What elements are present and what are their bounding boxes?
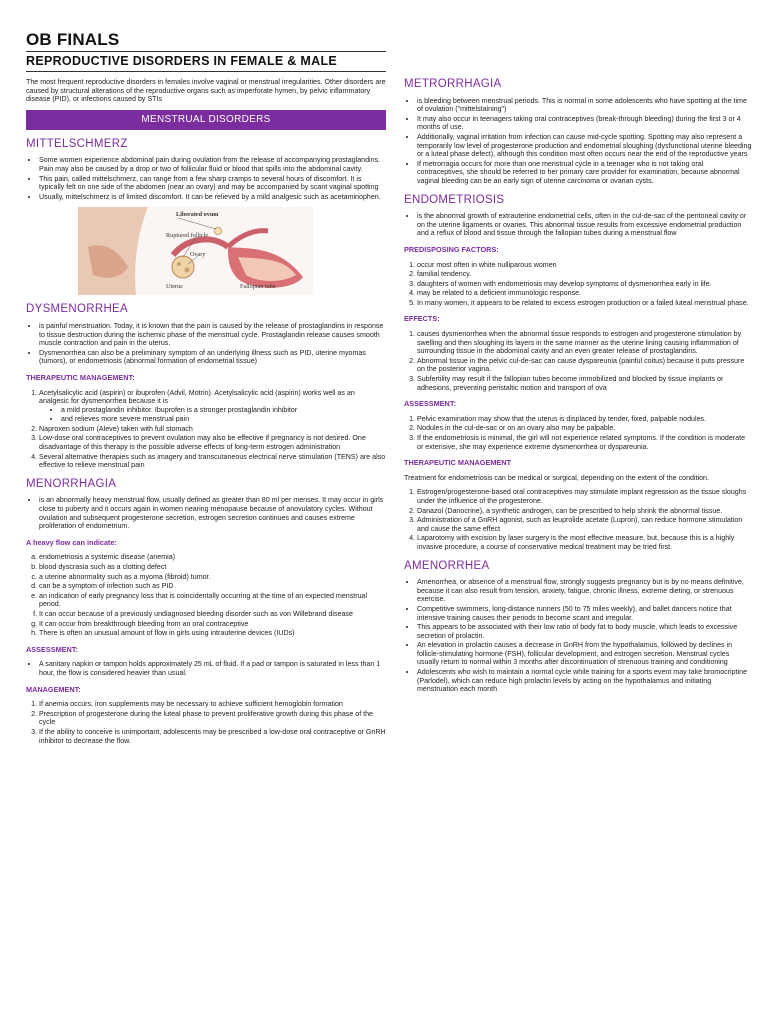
endometriosis-assessment-heading: ASSESSMENT: [404,399,456,409]
menorrhagia-management-list [26,700,386,745]
menorrhagia-list [26,496,386,530]
heavy-flow-heading: A heavy flow can indicate: [26,537,117,547]
title-divider [26,51,386,52]
list-item: • is bleeding between menstrual periods. This is normal in some adolescents who have spotting at the time of ovulation ("mittelstaining") [417,97,752,114]
list-item: 3. Low-dose oral contraceptives to prevent ovulation may also be effective if pregnancy is not desired. One disadvantage of this therapy is the possible adverse effects of long-term estrogen administration [39,434,386,451]
figure-label-uterus: Uterus [166,283,183,291]
right-column [404,76,752,700]
list-item: 1. Estrogen/progesterone-based oral contraceptives may stimulate implant regression as the tissue sloughs under the influence of the progesterone. [417,488,752,505]
list-item: 3. If the ability to conceive is unimportant, adolescents may be prescribed a low-dose oral contraceptive or GnRH inhibitor to decrease the flow. [39,728,386,745]
list-item: • is an abnormally heavy menstrual flow, usually defined as greater than 80 ml per menses. It may occur in girls close to puberty and it occurs again in women nearing menopause because of anovulatory cycles. Without ovulation and subsequent progesterone secretion, estrogen secretion continues and causes extreme proliferation of endometrium. [39,496,386,530]
list-item: 4. Several alternative therapies such as imagery and transcutaneous electrical nerve stimulation (TENS) are also effective to relieve menstrual pain [39,453,386,470]
endometriosis-management-heading: THERAPEUTIC MANAGEMENT [404,458,512,468]
list-item: • An elevation in prolactin causes a decrease in GnRH from the hypothalamus, followed by declines in follicle-stimulating hormone (FSH), follicular development, and estrogen secretion. Menstrual cycles usually return to normal within 3 months after discontinuation of strenuous training and conditioning [417,641,752,667]
amenorrhea-heading: AMENORRHEA [404,559,490,572]
list-item: g. It can occur from breakthrough bleeding from an oral contraceptive [39,620,386,629]
figure-label-fallopian-tube: Fallopian tube [240,283,276,291]
menorrhagia-heading: MENORRHAGIA [26,477,117,490]
list-item: 1. Pelvic examination may show that the uterus is displaced by tender, fixed, palpable nodules. [417,415,752,424]
document-title: OB FINALS [26,30,120,49]
list-item: • Dysmenorrhea can also be a preliminary symptom of an underlying illness such as PID, uterine myomas (tumors), or endometriosis (abnormal formation of endometrial tissue) [39,349,386,366]
list-item: 3. If the endometriosis is minimal, the girl will not experience related symptoms. If the condition is moderate or extensive, she may experience extreme dysmenorrhea or dyspareunia. [417,434,752,451]
predisposing-factors-list [404,261,752,308]
document-subtitle: REPRODUCTIVE DISORDERS IN FEMALE & MALE [26,54,338,68]
mittelschmerz-list [26,156,386,201]
mittelschmerz-heading: MITTELSCHMERZ [26,137,128,150]
list-item: c. a uterine abnormality such as a myoma (fibroid) tumor. [39,573,386,582]
list-item: e. an indication of early pregnancy loss that is coincidentally occurring at the time of an expected menstrual period. [39,592,386,609]
endometriosis-management-intro: Treatment for endometriosis can be medical or surgical, depending on the extent of the condition. [404,473,709,482]
figure-label-ruptured-follicle: Ruptured follicle [166,232,209,240]
effects-list [404,330,752,392]
list-item: 1. occur most often in white nulliparous women [417,261,752,270]
list-item: 2. Danazol (Danocrine), a synthetic androgen, can be prescribed to help shrink the abnormal tissue. [417,507,752,516]
menorrhagia-assessment-list [26,660,386,677]
list-item: h. There is often an unusual amount of flow in girls using intrauterine devices (IUDs) [39,629,386,638]
dysmenorrhea-heading: DYSMENORRHEA [26,303,129,316]
ovulation-illustration [78,207,313,295]
list-item: • is the abnormal growth of extrauterine endometrial cells, often in the cul-de-sac of the peritoneal cavity or on the uterine ligaments or ovaries. This abnormal tissue results from excessive endometrial production and a reflux of blood and tissue through the fallopian tubes during a menstrual flow [417,212,752,238]
list-item: • It may also occur in teenagers taking oral contraceptives (break-through bleeding) during the first 3 or 4 months of use. [417,115,752,132]
list-item: • A sanitary napkin or tampon holds approximately 25 mL of fluid. If a pad or tampon is saturated in less than 1 hour, the flow is considered heavier than usual. [39,660,386,677]
endometriosis-assessment-list [404,415,752,451]
sub-list-item: • and relieves more severe menstrual pain [61,415,386,424]
list-item: 5. In many women, it appears to be related to excess estrogen production or a failed luteal menstrual phase. [417,299,752,308]
list-item: 2. Nodules in the cul-de-sac or on an ovary also may be palpable. [417,424,752,433]
list-item: 3. daughters of women with endometriosis may develop symptoms of dysmenorrhea early in life. [417,280,752,289]
metrorrhagia-list [404,97,752,186]
effects-heading: EFFECTS: [404,314,440,324]
list-item: 3. Administration of a GnRH agonist, such as leuprolide acetate (Lupron), can reduce hormone stimulation and cause the same effect [417,516,752,533]
endometriosis-list [404,212,752,238]
list-item: • Some women experience abdominal pain during ovulation from the release of accompanying prostaglandins. Pain may also be caused by a drop or two of follicular fluid or blood that spills into the abdominal cavity. [39,156,386,173]
list-item-text: Acetylsalicylic acid (aspirin) or ibuprofen (Advil, Motrin). Acetylsalicylic acid (aspirin) works well as an analgesic for dysmenorrhea because it is [39,388,355,406]
list-item: • Usually, mittelschmerz is of limited discomfort. It can be relieved by a mild analgesic such as acetaminophen. [39,193,386,202]
amenorrhea-list [404,578,752,694]
menorrhagia-management-heading: MANAGEMENT: [26,684,81,694]
list-item [39,389,386,424]
list-item: f. It can occur because of a previously undiagnosed bleeding disorder such as von Willebrand disease [39,610,386,619]
list-item: 2. Abnormal tissue in the pelvic cul-de-sac can cause dyspareunia (painful coitus) because it puts pressure on the posterior vagina. [417,357,752,374]
dysmenorrhea-list [26,322,386,366]
predisposing-factors-heading: PREDISPOSING FACTORS: [404,244,499,254]
list-item: 1. causes dysmenorrhea when the abnormal tissue responds to estrogen and progesterone stimulation by swelling and then sloughing its layers in the same manner as the uterine lining causing inflammation of surrounding tissue in the abdominal cavity and an even greater release of prostaglandins. [417,330,752,356]
list-item: 3. Subfertility may result if the fallopian tubes become immobilized and blocked by tissue implants or adhesions, preventing peristaltic motion and transport of ova [417,375,752,392]
list-item: • If metrorragia occurs for more than one menstrual cycle in a teenager who is not taking oral contraceptives, she should be referred to her primary care provider for examination, because abnormal vaginal bleeding can be an early sign of uterine carcinoma or ovarian cysts. [417,160,752,186]
sub-list-item: • a mild prostaglandin inhibitor. Ibuprofen is a stronger prostaglandin inhibitor [61,406,386,415]
metrorrhagia-heading: METRORRHAGIA [404,78,502,90]
list-item: 2. Naproxen sodium (Aleve) taken with full stomach [39,425,386,434]
list-item: 4. Laparotomy with excision by laser surgery is the most effective measure, but, because this is a highly invasive procedure, a course of conservative medical treatment may be tried first. [417,534,752,551]
heavy-flow-list [26,553,386,637]
section-banner: MENSTRUAL DISORDERS [26,110,386,130]
dysmenorrhea-management-list [26,389,386,470]
list-item: 2. Prescription of progesterone during the luteal phase to prevent proliferative growth during this phase of the cycle [39,710,386,727]
list-item: • Competitive swimmers, long-distance runners (50 to 75 miles weekly), and ballet dancers notice that intensive training causes their periods to become scant and irregular. [417,605,752,622]
menorrhagia-assessment-heading: ASSESSMENT: [26,644,78,654]
list-item: 2. familial tendency. [417,270,752,279]
left-column [26,78,386,751]
endometriosis-management-list [404,488,752,551]
endometriosis-heading: ENDOMETRIOSIS [404,193,505,206]
sub-list [39,406,386,424]
list-item: a. endometriosis a systemic disease (anemia) [39,553,386,562]
intro-paragraph: The most frequent reproductive disorders in females involve vaginal or menstrual irregularities. Other disorders are caused by structural alterations of the reproductive organs such as imperforate hymen, by pelvic inflammatory disease (PID), or infections caused by STIs [26,78,386,104]
dysmenorrhea-management-heading: THERAPEUTIC MANAGEMENT: [26,372,135,382]
list-item: • This appears to be associated with their low ratio of body fat to body muscle, which leads to excessive secretion of prolactin. [417,623,752,640]
list-item: b. blood dyscrasia such as a clotting defect [39,563,386,572]
list-item: • Amenorrhea, or absence of a menstrual flow, strongly suggests pregnancy but is by no means definitive, because it can also result from tension, anxiety, fatigue, chronic illness, extreme dieting, or strenuous exercise. [417,578,752,604]
list-item: 1. If anemia occurs, iron supplements may be necessary to achieve sufficient hemoglobin formation [39,700,386,709]
figure-label-liberated-ovum: Liberated ovum [176,211,219,219]
list-item: d. can be a symptom of infection such as PID [39,582,386,591]
list-item: • Adolescents who wish to maintain a normal cycle while training for a sports event may take bromocriptine (Parlodel), which can reduce high prolactin levels by acting on the hypothalamus and initiating menstruation each month [417,668,752,694]
list-item: • Additionally, vaginal irritation from infection can cause mid-cycle spotting. Spotting may also represent a temporarily low level of progesterone production and endometrial sloughing (dysfunctional uterine bleeding or a luteal phase defect), although this condition most often occurs near the end of the reproductive years [417,133,752,159]
figure-label-ovary: Ovary [190,251,206,259]
list-item: • This pain, called mittelschmerz, can range from a few sharp cramps to several hours of discomfort. It is typically felt on one side of the abdomen (near an ovary) and may be accompanied by scant vaginal spotting [39,175,386,192]
list-item: 4. may be related to a deficient immunologic response. [417,289,752,298]
list-item: • is painful menstruation. Today, it is known that the pain is caused by the release of prostaglandins in response to tissue destruction during the ischemic phase of the menstrual cycle. Prostaglandin release causes smooth muscle contraction and pain in the uterus. [39,322,386,348]
subtitle-divider [26,71,386,72]
